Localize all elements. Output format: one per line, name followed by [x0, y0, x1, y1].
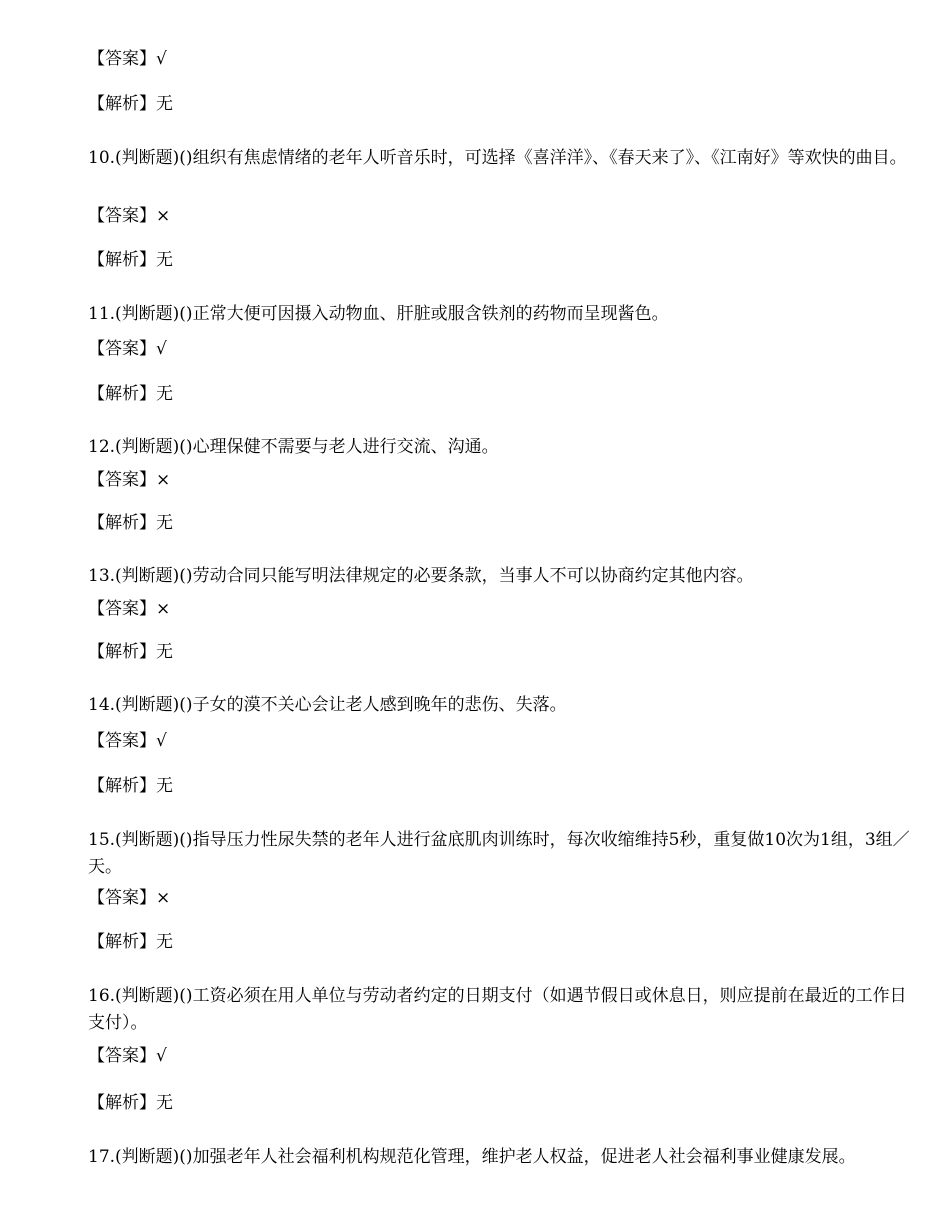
question-15: 15.(判断题)()指导压力性尿失禁的老年人进行盆底肌肉训练时，每次收缩维持5秒，重复做10次为1组，3组／天。 [88, 830, 910, 877]
analysis-line: 【解析】无 [88, 513, 173, 533]
question-17: 17.(判断题)()加强老年人社会福利机构规范化管理，维护老人权益，促进老人社会福利事业健康发展。 [88, 1147, 856, 1167]
analysis-line: 【解析】无 [88, 1093, 173, 1113]
question-10: 10.(判断题)()组织有焦虑情绪的老年人听音乐时，可选择《喜洋洋》、《春天来了》、《江南好》等欢快的曲目。 [88, 148, 907, 168]
question-16: 16.(判断题)()工资必须在用人单位与劳动者约定的日期支付（如遇节假日或休息日，则应提前在最近的工作日支付）。 [88, 986, 907, 1033]
question-13: 13.(判断题)()劳动合同只能写明法律规定的必要条款，当事人不可以协商约定其他内容。 [88, 566, 754, 586]
answer-line: 【答案】× [88, 470, 171, 490]
question-14: 14.(判断题)()子女的漠不关心会让老人感到晚年的悲伤、失落。 [88, 695, 567, 715]
answer-line: 【答案】√ [88, 49, 167, 69]
answer-line: 【答案】√ [88, 731, 167, 751]
answer-line: 【答案】√ [88, 339, 167, 359]
answer-line: 【答案】× [88, 206, 171, 226]
analysis-line: 【解析】无 [88, 250, 173, 270]
analysis-line: 【解析】无 [88, 384, 173, 404]
question-11: 11.(判断题)()正常大便可因摄入动物血、肝脏或服含铁剂的药物而呈现酱色。 [88, 304, 669, 324]
analysis-line: 【解析】无 [88, 932, 173, 952]
answer-line: 【答案】× [88, 888, 171, 908]
answer-line: 【答案】√ [88, 1046, 167, 1066]
analysis-line: 【解析】无 [88, 776, 173, 796]
analysis-line: 【解析】无 [88, 642, 173, 662]
question-12: 12.(判断题)()心理保健不需要与老人进行交流、沟通。 [88, 437, 499, 457]
analysis-line: 【解析】无 [88, 94, 173, 114]
answer-line: 【答案】× [88, 599, 171, 619]
